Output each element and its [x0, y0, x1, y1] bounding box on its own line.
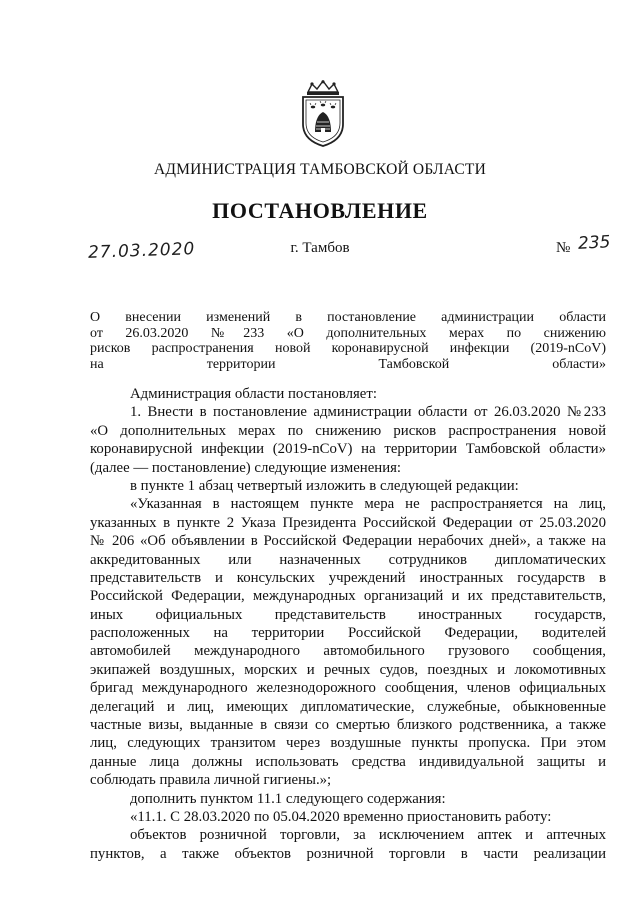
body-line: бригад международного железнодорожного сообщения, членов официальных: [90, 680, 606, 697]
document-body: [90, 385, 606, 863]
document-type: ПОСТАНОВЛЕНИЕ: [212, 198, 428, 223]
body-line: представительств и консульских учреждений иностранных государств в: [90, 569, 606, 586]
body-line: (далее — постановление) следующие изменения:: [90, 459, 402, 476]
body-line: экипажей воздушных, морских и речных судов, поездных и локомотивных: [90, 661, 606, 678]
body-line: иных официальных представительств иностранных государств,: [90, 606, 606, 623]
body-line: автомобилей международного автомобильного грузового сообщения,: [90, 643, 606, 660]
body-line: коронавирусной инфекции (2019-nCoV) на территории Тамбовской области»: [90, 441, 606, 458]
title-line: рисков распространения новой коронавирусной инфекции (2019-nCoV): [90, 341, 606, 356]
body-line: данные лица должны использовать средства индивидуальной защиты и: [90, 753, 606, 770]
body-line: «О дополнительных мерах по снижению рисков распространения новой: [90, 422, 606, 439]
title-line: от 26.03.2020 №233 «О дополнительных мерах по снижению: [90, 325, 606, 341]
title-line: на территории Тамбовской области»: [90, 356, 606, 372]
body-line: указанных в пункте 2 Указа Президента Российской Федерации от 25.03.2020: [90, 514, 606, 531]
body-line: частные визы, выданные в связи со смертью близкого родственника, а также: [90, 717, 606, 734]
tambov-coat-of-arms-icon: [298, 80, 348, 148]
body-line: «11.1. С 28.03.2020 по 05.04.2020 временно приостановить работу:: [130, 808, 552, 825]
body-line: объектов розничной торговли, за исключением аптек и аптечных: [130, 827, 606, 844]
body-line: № 206 «Об объявлении в Российской Федерации нерабочих дней», а также на: [90, 533, 606, 550]
number-sign: №: [556, 240, 571, 256]
body-line: дополнить пунктом 11.1 следующего содержания:: [130, 790, 446, 807]
body-line: Администрация области постановляет:: [130, 386, 377, 402]
body-line: пунктов, а также объектов розничной торговли в части реализации: [90, 845, 606, 862]
body-line: расположенных на территории Российской Федерации, водителей: [90, 625, 606, 642]
title-line: О внесении изменений в постановление администрации области: [90, 310, 606, 325]
body-line: в пункте 1 абзац четвертый изложить в следующей редакции:: [130, 477, 519, 494]
document-city: г. Тамбов: [290, 240, 350, 256]
body-line: Российской Федерации, международных организаций и их представительств,: [90, 588, 606, 605]
document-title: [90, 310, 606, 372]
body-line: лиц, следующих транзитом через воздушные пункты пропуска. При этом: [90, 735, 606, 752]
body-line: 1. Внести в постановление администрации области от 26.03.2020 №233: [130, 404, 606, 421]
body-line: соблюдать правила личной гигиены.»;: [90, 772, 332, 789]
document-date: 27.03.2020: [87, 239, 196, 263]
body-line: делегаций и лиц, имеющих дипломатические, служебные, обыкновенные: [90, 698, 606, 715]
document-number: 235: [577, 232, 611, 254]
organization-name: АДМИНИСТРАЦИЯ ТАМБОВСКОЙ ОБЛАСТИ: [154, 161, 486, 178]
body-line: аккредитованных или назначенных сотрудников дипломатических: [90, 551, 606, 568]
body-line: «Указанная в настоящем пункте мера не распространяется на лиц,: [130, 496, 606, 513]
